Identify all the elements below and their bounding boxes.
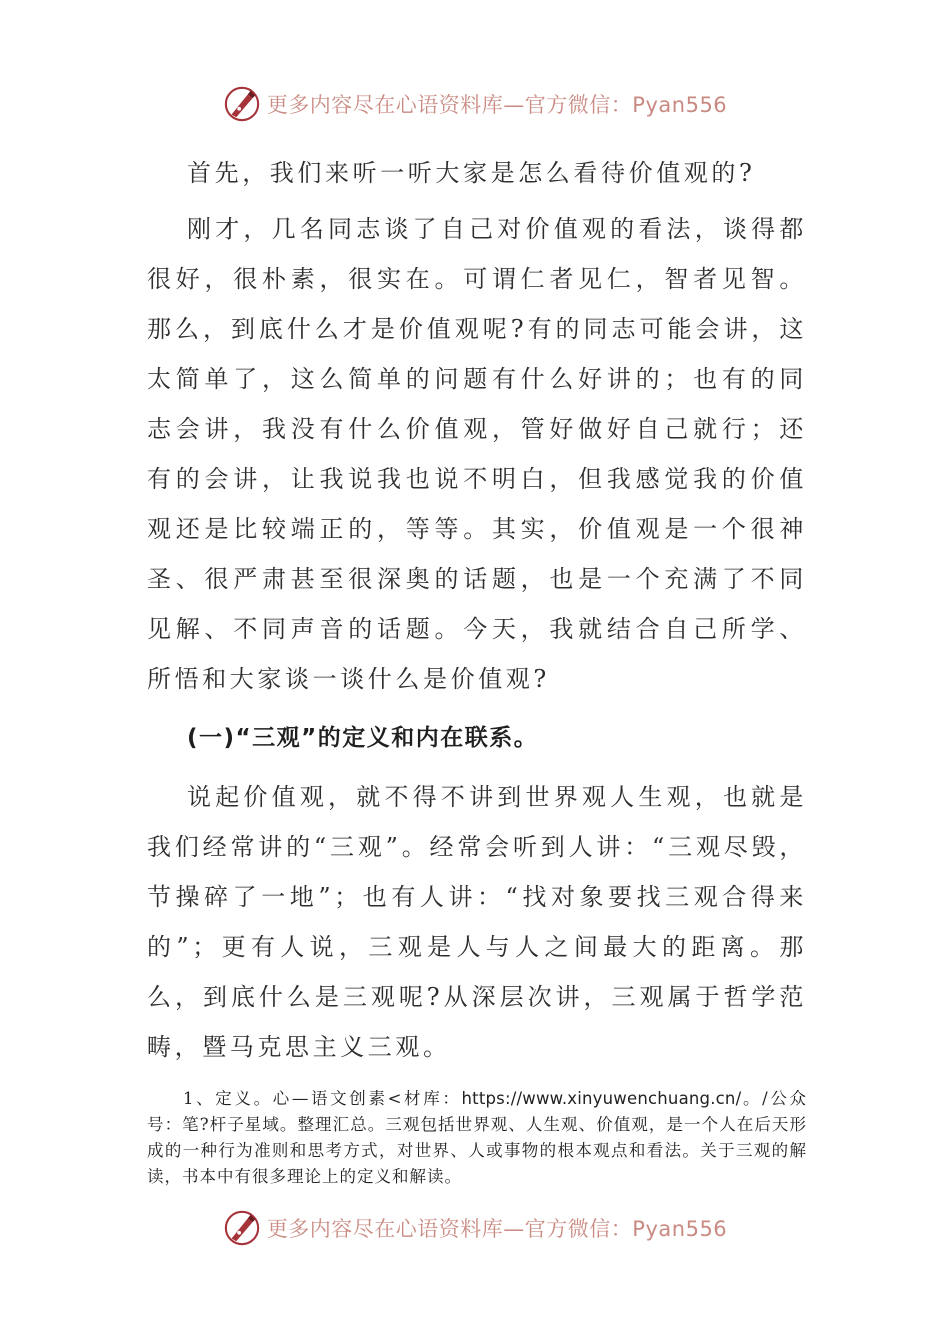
footer-banner bbox=[0, 1208, 950, 1248]
footnote-prefix: 1、定义。心—语文创素<材库： bbox=[183, 1089, 462, 1108]
document-body bbox=[147, 148, 807, 1190]
footnote bbox=[147, 1086, 807, 1190]
banner-text: 更多内容尽在心语资料库—官方微信：Pyan556 bbox=[266, 1217, 728, 1241]
pen-nib-icon bbox=[223, 1209, 261, 1247]
paragraph-three-views: 说起价值观，就不得不讲到世界观人生观，也就是我们经常讲的“三观”。经常会听到人讲：“三观尽毁，节操碎了一地”；也有人讲：“找对象要找三观合得来的”；更有人说，三观是人与人之间最大的距离。那么，到底什么是三观呢?从深层次讲，三观属于哲学范畴，暨马克思主义三观。 bbox=[147, 783, 807, 1061]
footnote-text: 。/公众号：笔?杆子星域。整理汇总。三观包括世界观、人生观、价值观，是一个人在后天形成的一种行为准则和思考方式，对世界、人或事物的根本观点和看法。关于三观的解读，书本中有很多理论上的定义和解读。 bbox=[147, 1089, 807, 1186]
section-heading: (一)“三观”的定义和内在联系。 bbox=[187, 725, 539, 751]
header-banner bbox=[0, 84, 950, 124]
paragraph-discussion: 刚才，几名同志谈了自己对价值观的看法，谈得都很好，很朴素，很实在。可谓仁者见仁，智者见智。那么，到底什么才是价值观呢?有的同志可能会讲，这太简单了，这么简单的问题有什么好讲的；也有的同志会讲，我没有什么价值观，管好做好自己就行；还有的会讲，让我说我也说不明白，但我感觉我的价值观还是比较端正的，等等。其实，价值观是一个很神圣、很严肃甚至很深奥的话题，也是一个充满了不同见解、不同声音的话题。今天，我就结合自己所学、所悟和大家谈一谈什么是价值观? bbox=[147, 215, 807, 693]
paragraph-intro: 首先，我们来听一听大家是怎么看待价值观的? bbox=[187, 159, 756, 187]
footnote-url: https://www.xinyuwenchuang.cn/ bbox=[461, 1089, 742, 1108]
banner-text: 更多内容尽在心语资料库—官方微信：Pyan556 bbox=[266, 93, 728, 117]
pen-nib-icon bbox=[223, 85, 261, 123]
